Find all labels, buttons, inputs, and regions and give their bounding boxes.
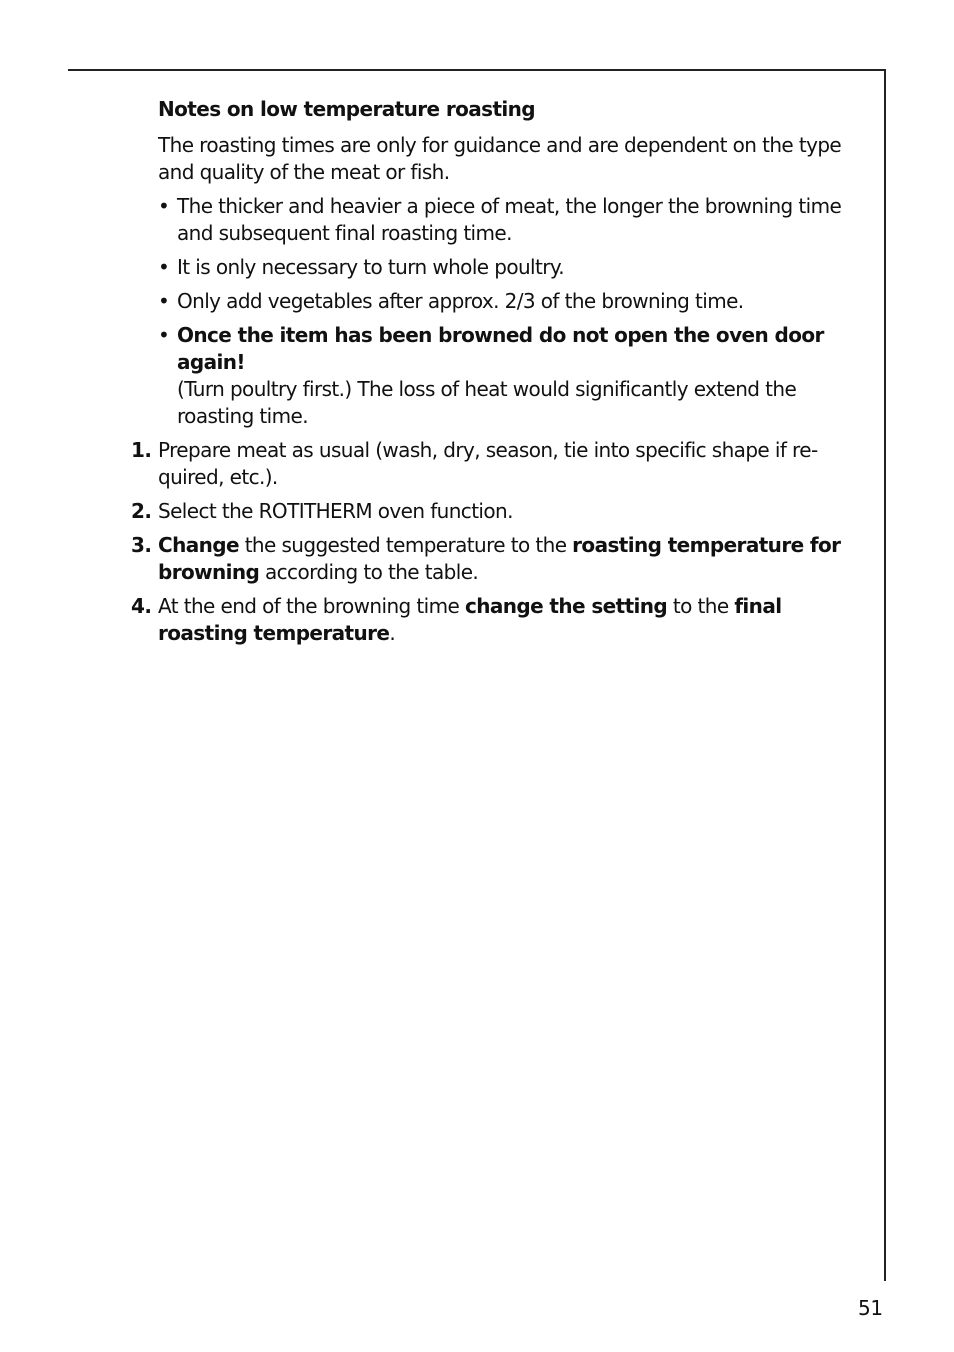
step-text-part: to the xyxy=(667,594,735,618)
step-text-part: according to the table. xyxy=(259,560,479,584)
step-bold-change: Change xyxy=(158,533,239,557)
page-content xyxy=(131,96,858,654)
bullet-item-warning xyxy=(158,322,858,430)
step-text: Prepare meat as usual (wash, dry, season, tie into specific shape if re-quired, etc.). xyxy=(158,438,818,489)
step-1 xyxy=(131,437,858,491)
right-margin-rule xyxy=(884,69,886,1281)
bullet-icon: • xyxy=(158,255,170,279)
step-number: 1. xyxy=(131,438,152,462)
warning-text xyxy=(177,322,858,376)
section-heading: Notes on low temperature roasting xyxy=(158,97,536,121)
top-rule xyxy=(68,69,886,71)
step-text-part: At the end of the browning time xyxy=(158,594,465,618)
bullet-icon: • xyxy=(158,323,170,347)
step-number: 2. xyxy=(131,499,152,523)
step-2 xyxy=(131,498,858,525)
step-text xyxy=(158,594,781,645)
bullet-text: It is only necessary to turn whole poultry. xyxy=(177,255,565,279)
step-number: 3. xyxy=(131,533,152,557)
bullet-text: Only add vegetables after approx. 2/3 of the browning time. xyxy=(177,289,744,313)
step-bold-change-setting: change the setting xyxy=(464,594,668,618)
step-bold-final-temp: final roasting temperature xyxy=(158,594,782,645)
step-text: Select the ROTITHERM oven function. xyxy=(158,499,513,523)
bullet-item xyxy=(158,288,858,315)
step-text xyxy=(158,533,840,584)
step-text-part: . xyxy=(389,621,396,645)
step-4 xyxy=(131,593,858,647)
bullet-icon: • xyxy=(158,194,170,218)
step-text-part: the suggested temperature to the xyxy=(238,533,573,557)
bullet-text: The thicker and heavier a piece of meat, the longer the browning time and subsequent final roasting time. xyxy=(177,194,842,245)
warning-bold: Once the item has been browned do not open the oven door again! xyxy=(177,323,824,374)
bullet-item xyxy=(158,193,858,247)
page-number: 51 xyxy=(858,1296,883,1320)
step-bold-browning-temp: roasting temperature for browning xyxy=(158,533,841,584)
step-number: 4. xyxy=(131,594,152,618)
bullet-item xyxy=(158,254,858,281)
step-3 xyxy=(131,532,858,586)
warning-explanation: (Turn poultry first.) The loss of heat would significantly extend the roasting time. xyxy=(177,377,797,428)
bullet-icon: • xyxy=(158,289,170,313)
intro-paragraph: The roasting times are only for guidance and are dependent on the type and quality of the meat or fish. xyxy=(158,133,842,184)
